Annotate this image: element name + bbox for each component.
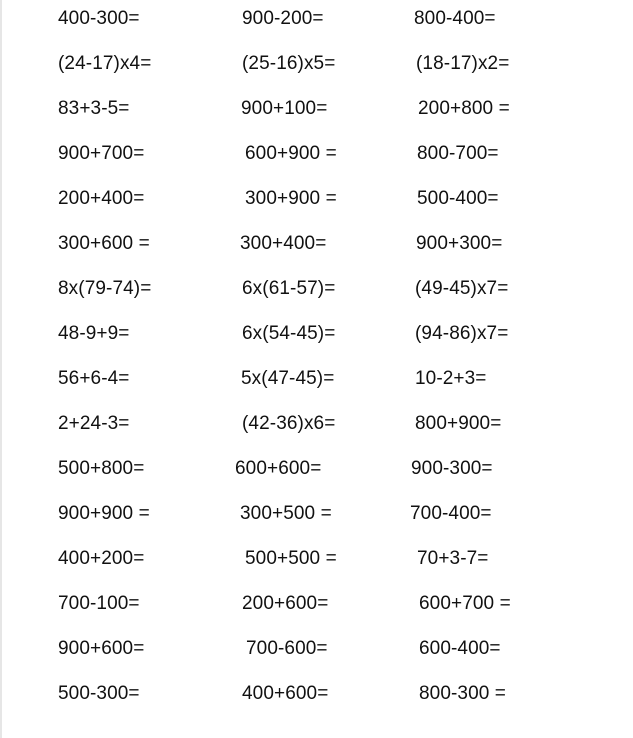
math-problem: 900+600= xyxy=(58,638,145,659)
math-problem: 900+700= xyxy=(58,143,145,164)
math-problem: (42-36)x6= xyxy=(242,413,336,434)
math-problem: 600+900 = xyxy=(245,143,337,164)
math-problem: 10-2+3= xyxy=(415,368,487,389)
math-problem: 500-400= xyxy=(417,188,499,209)
math-problem: 900+100= xyxy=(241,98,328,119)
math-problem: 300+400= xyxy=(240,233,327,254)
math-problem: 600+700 = xyxy=(419,593,511,614)
problem-row xyxy=(0,4,633,34)
math-problem: (49-45)x7= xyxy=(415,278,509,299)
problem-row xyxy=(0,364,633,394)
problem-row xyxy=(0,409,633,439)
math-problem: 800+900= xyxy=(415,413,502,434)
problem-row xyxy=(0,499,633,529)
math-problem: 70+3-7= xyxy=(417,548,489,569)
math-problem: 300+500 = xyxy=(240,503,332,524)
math-problem: 5x(47-45)= xyxy=(241,368,335,389)
math-problem: (94-86)x7= xyxy=(415,323,509,344)
math-problem: 83+3-5= xyxy=(58,98,130,119)
math-problem: (25-16)x5= xyxy=(242,53,336,74)
math-problem: 200+600= xyxy=(242,593,329,614)
math-problem: 700-400= xyxy=(410,503,492,524)
problem-row xyxy=(0,49,633,79)
math-problem: 500+500 = xyxy=(245,548,337,569)
math-problem: 600+600= xyxy=(235,458,322,479)
math-problem: 900-300= xyxy=(411,458,493,479)
problem-row xyxy=(0,274,633,304)
math-problem: 900-200= xyxy=(242,8,324,29)
math-problem: 400+600= xyxy=(242,683,329,704)
math-problem: 400+200= xyxy=(58,548,145,569)
math-problem: (18-17)x2= xyxy=(416,53,510,74)
math-problem: 500-300= xyxy=(58,683,140,704)
math-problem: 6x(54-45)= xyxy=(242,323,336,344)
math-problem: 500+800= xyxy=(58,458,145,479)
math-problem: 300+600 = xyxy=(58,233,150,254)
math-problem: 400-300= xyxy=(58,8,140,29)
problem-row xyxy=(0,94,633,124)
problem-row xyxy=(0,139,633,169)
math-problem: 2+24-3= xyxy=(58,413,130,434)
math-problem: 700-100= xyxy=(58,593,140,614)
problem-row xyxy=(0,634,633,664)
math-problem: 800-700= xyxy=(417,143,499,164)
math-problem: 800-400= xyxy=(414,8,496,29)
problem-row xyxy=(0,544,633,574)
math-problem: 6x(61-57)= xyxy=(242,278,336,299)
math-problem: 200+400= xyxy=(58,188,145,209)
math-problem: 8x(79-74)= xyxy=(58,278,152,299)
problem-row xyxy=(0,319,633,349)
problem-row xyxy=(0,679,633,709)
math-problem: (24-17)x4= xyxy=(58,53,152,74)
math-problem: 48-9+9= xyxy=(58,323,130,344)
problem-row xyxy=(0,454,633,484)
math-problem: 200+800 = xyxy=(418,98,510,119)
math-problem: 900+300= xyxy=(416,233,503,254)
problem-row xyxy=(0,589,633,619)
problem-row xyxy=(0,184,633,214)
math-problem: 800-300 = xyxy=(419,683,507,704)
math-problem: 56+6-4= xyxy=(58,368,130,389)
math-problem: 600-400= xyxy=(419,638,501,659)
math-problem: 300+900 = xyxy=(245,188,337,209)
problem-row xyxy=(0,229,633,259)
math-problem: 700-600= xyxy=(246,638,328,659)
math-problem: 900+900 = xyxy=(58,503,150,524)
